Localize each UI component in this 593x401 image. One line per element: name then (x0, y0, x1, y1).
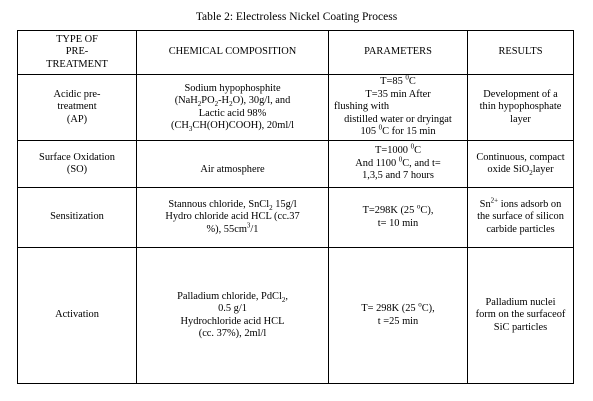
cell-line: (cc. 37%), 2ml/l (198, 327, 267, 339)
cell-line: Sensitization (50, 211, 104, 223)
cell-parameters (329, 188, 468, 248)
cell-line: Hydro chloride acid HCL (cc.37 (165, 211, 300, 223)
cell-line: T=35 min After (365, 88, 431, 100)
cell-line: (SO) (66, 164, 88, 175)
cell-line: (AP) (66, 113, 88, 125)
cell-line: $(NaH_2PO_2-H_2O)$, 30g/l, and (174, 95, 291, 109)
cell-line: flushing with (334, 101, 390, 113)
cell-parameters (329, 248, 468, 384)
cell-pretreatment (18, 188, 137, 248)
header-line: PRE- (65, 46, 89, 58)
cell-line: Development of a (483, 88, 558, 100)
cell-line: 1,3,5 and 7 hours (362, 170, 434, 182)
cell-line: Hydrochloride acid HCL (180, 315, 285, 327)
cell-line: Palladium nuclei (485, 296, 556, 308)
table-row-surface-oxidation (18, 141, 574, 188)
cell-chemical (137, 75, 329, 141)
cell-line: layer (510, 113, 531, 125)
header-line: RESULTS (498, 46, 543, 58)
cell-line: 105 $^0$C for 15 min (360, 123, 436, 138)
cell-results (468, 248, 574, 384)
cell-line: t =25 min (377, 315, 419, 327)
cell-line: oxide SiO$_2$layer (487, 164, 554, 178)
cell-line: Air atmosphere (200, 163, 265, 175)
cell-line: thin hypophosphate (479, 101, 562, 113)
cell-line: Lactic acid 98% (198, 107, 267, 119)
cell-line: Stannous chloride, SnCl$_2$ 15g/l (168, 198, 297, 212)
cell-results (468, 188, 574, 248)
cell-line: Surface Oxidation (39, 151, 115, 163)
cell-line: form on the surfaceof (475, 309, 566, 321)
cell-line: Acidic pre- (53, 88, 101, 100)
table-row-sensitization (18, 188, 574, 248)
cell-line: Palladium chloride, PdCl$_2$, (177, 290, 288, 304)
cell-line: $Sn^{2+}$ ions adsorb on (479, 196, 562, 210)
cell-line: %), $55cm^3/1$ (206, 221, 259, 235)
cell-pretreatment (18, 248, 137, 384)
cell-line: T=85 $^0$C (380, 74, 416, 88)
cell-line: 0.5 g/1 (218, 303, 247, 315)
cell-line: T=298K (25 $^o$C), (362, 202, 434, 217)
cell-line: T=1000 $^0$C (374, 142, 422, 157)
cell-line: distilled water or dryingat (344, 113, 452, 125)
header-line: TREATMENT (46, 58, 108, 70)
cell-line: T= 298K (25 $^o$C), (361, 300, 435, 315)
header-line: TYPE OF (56, 33, 98, 45)
cell-line: SiC particles (493, 321, 548, 333)
header-line: PARAMETERS (364, 46, 432, 58)
cell-line: $(CH_3CH(OH)COOH)$, 20ml/l (171, 119, 294, 133)
header-chemical (137, 31, 329, 75)
cell-line: Sodium hypophosphite (184, 82, 281, 94)
cell-line: Activation (55, 309, 99, 321)
cell-parameters (329, 75, 468, 141)
cell-line: Continuous, compact (476, 151, 565, 163)
cell-chemical (137, 248, 329, 384)
header-parameters (329, 31, 468, 75)
header-results (468, 31, 574, 75)
cell-pretreatment (18, 75, 137, 141)
cell-parameters (329, 141, 468, 188)
cell-line: treatment (57, 101, 97, 113)
header-line: CHEMICAL COMPOSITION (168, 46, 297, 58)
table-caption: Table 2: Electroless Nickel Coating Process (195, 11, 398, 23)
header-pretreatment (18, 31, 137, 75)
table-row-activation (18, 248, 574, 384)
cell-pretreatment (18, 141, 137, 188)
cell-line: And 1100 $^0$C, and t= (355, 155, 441, 169)
cell-chemical (137, 188, 329, 248)
cell-chemical (137, 141, 329, 188)
coating-process-table (17, 30, 574, 384)
cell-results (468, 75, 574, 141)
header-row (18, 31, 574, 75)
cell-line: carbide particles (486, 223, 555, 235)
table-row-acidic-pretreatment (18, 75, 574, 141)
cell-line: t= 10 min (377, 217, 419, 229)
cell-line: the surface of silicon (477, 211, 564, 223)
cell-results (468, 141, 574, 188)
